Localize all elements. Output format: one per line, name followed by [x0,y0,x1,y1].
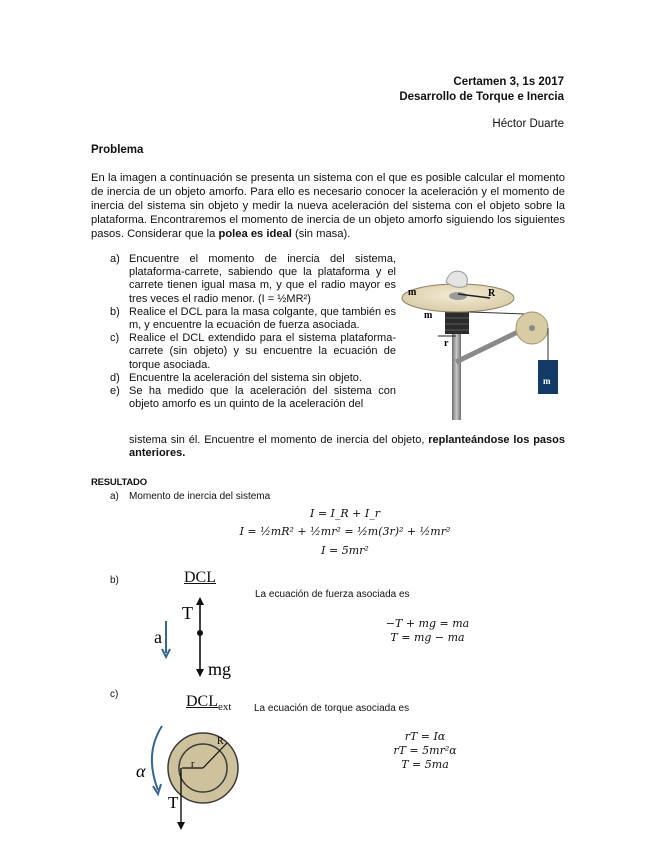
force-mg-head [196,669,204,677]
step-e-cont-bold: replanteándose los pasos anteriores. [129,434,565,460]
intro-text-end: (sin masa). [291,228,351,240]
step-text: Realice el DCL para la masa colgante, que también es m, y encuentre la ecuación de fuerza asociada. [129,305,396,332]
step-label: a) [110,253,120,265]
result-c-eq1: rT = Iα [404,730,446,743]
result-c-label: c) [110,689,119,700]
result-b-dcl-title: DCL [184,569,216,586]
topic-line: Desarrollo de Torque e Inercia [399,91,564,103]
step-e-continuation [129,434,565,460]
step-b [110,306,396,332]
dcl-hanging-mass [150,595,250,685]
result-c-eq2: rT = 5mr²α [393,744,457,757]
label-R: R [488,288,496,299]
result-b-eq1: −T + mg = ma [385,617,470,630]
label-m-platform: m [408,287,417,298]
intro-text: En la imagen a continuación se presenta un sistema con el que es posible calcular el momento de inercia de un objeto amorfo. Para ello es necesario conocer la aceleración y el momento de inercia del sistema sin objeto y medir la nueva aceleración del sistema con el objeto sobre la plataforma. Encontraremos el momento de inercia de un objeto amorfo siguiendo los siguientes pasos. Considerar que la [91,172,565,240]
label-T: T [182,603,193,623]
step-label: e) [110,385,120,398]
result-a-eq1: I = I_R + I_r [310,507,380,520]
step-text: Realice el DCL extendido para el sistema plataforma-carrete (sin objeto) y su encuentre la ecuación de torque asociada. [129,332,396,371]
step-label: b) [110,305,120,318]
dcl-ext-title: DCL [186,693,218,710]
result-a-eq2: I = ½mR² + ½mr² = ½m(3r)² + ½mr² [239,525,451,538]
label-m-hanging: m [543,376,551,386]
label-m-spool: m [424,310,433,321]
intro-bold: polea es ideal [218,228,292,240]
alpha-arc [152,726,162,790]
label-T-ext: T [168,793,179,812]
step-a [110,253,396,306]
result-c-text: La ecuación de torque asociada es [254,703,410,714]
tension-head [177,822,185,830]
label-r: r [444,338,449,349]
step-text: Encuentre la aceleración del sistema sin objeto. [129,371,362,384]
step-label: c) [110,332,120,345]
problem-intro [91,171,565,241]
label-alpha: α [136,761,146,781]
label-mg: mg [208,659,232,679]
result-c-dcl-title [186,693,231,713]
author: Héctor Duarte [492,118,564,130]
force-T-head [196,597,204,605]
result-a-text: Momento de inercia del sistema [129,491,271,502]
mass-point [197,630,203,636]
results-title: RESULTADO [91,477,147,488]
platform-hub [449,292,467,300]
label-a: a [154,627,162,647]
result-b-eq2: T = mg − ma [390,631,465,644]
step-text: Se ha medido que la aceleración del sistema con objeto amorfo es un quinto de la aceleración del [129,385,396,411]
problem-heading: Problema [91,144,144,156]
stand-pole [452,330,461,420]
problem-steps [110,253,396,411]
string-horizontal [469,312,526,314]
course-line: Certamen 3, 1s 2017 [453,76,564,88]
result-b-label: b) [110,575,119,586]
label-r-ext: r [191,759,195,770]
pulley-axle [529,325,535,331]
step-e-cont-text: sistema sin él. Encuentre el momento de inercia del objeto, [129,434,429,446]
step-c [110,332,396,372]
result-b-text: La ecuación de fuerza asociada es [255,589,410,600]
dcl-ext-subscript: ext [218,701,232,714]
result-c-eq3: T = 5ma [401,758,449,771]
step-d [110,372,396,385]
apparatus-figure [398,262,568,420]
step-label: d) [110,371,120,384]
result-a-label: a) [110,491,119,502]
step-text: Encuentre el momento de inercia del sistema, plataforma-carrete, sabiendo que la plataforma y el carrete tienen igual masa m, y que el radio mayor es tres veces el radio menor. (I = ½MR²) [129,253,396,305]
label-R-ext: R [217,736,224,747]
step-e [110,385,396,411]
dcl-extended-spool [130,720,255,835]
result-a-eq3: I = 5mr² [321,544,369,557]
